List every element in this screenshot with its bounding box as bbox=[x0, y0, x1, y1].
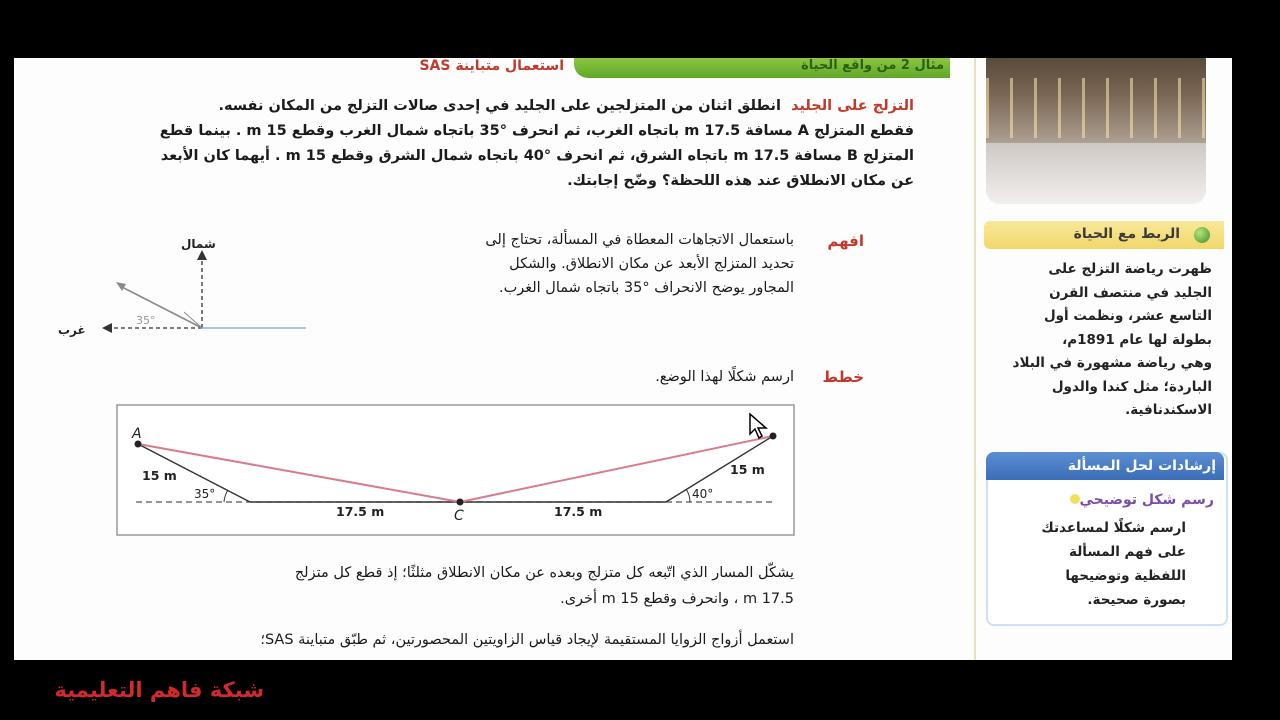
bullet-icon bbox=[1070, 494, 1080, 504]
point-c-dot bbox=[457, 499, 464, 506]
mouse-cursor bbox=[748, 412, 772, 440]
life-connection-header bbox=[984, 221, 1224, 249]
north-arrow bbox=[197, 250, 207, 260]
problem-statement bbox=[54, 94, 914, 194]
tips-subheading bbox=[1004, 492, 1214, 508]
west-arrow bbox=[102, 323, 112, 333]
point-a-label: A bbox=[132, 426, 142, 442]
solve-text bbox=[114, 560, 794, 612]
tips-header bbox=[986, 452, 1224, 480]
left-base-label: 17.5 m bbox=[336, 504, 385, 519]
life-line: وهي رياضة مشهورة في البلاد bbox=[1012, 355, 1212, 371]
understand-label: افهم bbox=[827, 232, 864, 250]
tips-sub-text: رسم شكل توضيحي bbox=[1079, 492, 1214, 508]
lesson-title: استعمال متباينة SAS bbox=[419, 58, 564, 74]
plan-text: ارسم شكلًا لهذا الوضع. bbox=[655, 369, 794, 385]
globe-icon bbox=[1194, 227, 1210, 243]
tips-line: ارسم شكلًا لمساعدتك bbox=[1041, 520, 1186, 536]
tips-line: بصورة صحيحة. bbox=[1087, 592, 1186, 608]
understand-line-3: المجاور يوضح الانحراف °35 باتجاه شمال الغرب. bbox=[499, 280, 794, 296]
left-angle-label: 35° bbox=[194, 487, 216, 501]
compass-angle-label: 35° bbox=[136, 314, 156, 327]
rink-lights bbox=[986, 78, 1206, 138]
understand-line-2: تحديد المتزلج الأبعد عن مكان الانطلاق. والشكل bbox=[509, 256, 794, 272]
problem-tag: التزلج على الجليد bbox=[791, 98, 914, 114]
plan-label: خطط bbox=[822, 368, 864, 386]
compass-figure bbox=[54, 234, 314, 344]
right-leg-label: 15 m bbox=[730, 462, 765, 477]
tips-text bbox=[1004, 516, 1186, 612]
heading-arrow bbox=[116, 282, 126, 291]
problem-line-4: عن مكان الانطلاق عند هذه اللحظة؟ وضّح إجابتك. bbox=[567, 173, 914, 189]
solve-line-3: استعمل أزواج الزوايا المستقيمة لإيجاد قياس الزاويتين المحصورتين، ثم طبّق متباينة SAS؛ bbox=[260, 632, 794, 648]
life-line: بطولة لها عام 1891م، bbox=[1062, 331, 1212, 348]
west-label: غرب bbox=[58, 323, 86, 337]
tips-line: اللفظية وتوضيحها bbox=[1065, 568, 1186, 584]
right-angle-label: 40° bbox=[692, 487, 714, 501]
life-line: الاسكندنافية. bbox=[1125, 402, 1212, 418]
sidebar-divider bbox=[974, 58, 976, 660]
life-line: الباردة؛ مثل كندا والدول bbox=[1051, 378, 1212, 395]
example-label: مثال 2 من واقع الحياة bbox=[801, 58, 944, 73]
solve-line-1: يشكّل المسار الذي اتّبعه كل متزلج وبعده عن مكان الانطلاق مثلثًا؛ إذ قطع كل متزلج bbox=[294, 565, 794, 581]
ice-rink-photo bbox=[986, 58, 1206, 204]
life-line: الجليد في منتصف القرن bbox=[1049, 284, 1212, 301]
rink-surface bbox=[986, 143, 1206, 204]
right-base-label: 17.5 m bbox=[554, 504, 603, 519]
solve-line-2: 17.5 m ، وانحرف وقطع 15 m أخرى. bbox=[560, 591, 794, 607]
left-leg-label: 15 m bbox=[142, 468, 177, 483]
problem-line-1: انطلق اثنان من المتزلجين على الجليد في إحدى صالات التزلج من المكان نفسه. bbox=[218, 98, 781, 114]
textbook-page bbox=[14, 58, 1232, 660]
tips-heading: إرشادات لحل المسألة bbox=[1067, 458, 1216, 474]
problem-line-3: المتزلج B مسافة 17.5 m باتجاه الشرق، ثم انحرف °40 باتجاه شمال الشرق وقطع 15 m . أيهما كان الأبعد bbox=[160, 148, 914, 164]
point-c-label: C bbox=[454, 508, 464, 524]
problem-line-2: فقطع المتزلج A مسافة 17.5 m باتجاه الغرب، ثم انحرف °35 باتجاه شمال الغرب وقطع 15 m . بينما قطع bbox=[159, 123, 914, 139]
life-line: التاسع عشر، ونظمت أول bbox=[1043, 308, 1212, 324]
heading-line bbox=[120, 286, 202, 328]
skaters-diagram bbox=[116, 404, 796, 538]
north-label: شمال bbox=[181, 237, 216, 251]
channel-watermark: شبكة فاهم التعليمية bbox=[54, 678, 264, 702]
life-line: ظهرت رياضة التزلج على bbox=[1048, 261, 1212, 277]
life-text bbox=[984, 258, 1212, 423]
understand-line-1: باستعمال الاتجاهات المعطاة في المسألة، تحتاج إلى bbox=[485, 232, 794, 248]
life-heading: الربط مع الحياة bbox=[1073, 226, 1180, 242]
tips-line: على فهم المسألة bbox=[1069, 544, 1186, 560]
understand-text bbox=[374, 228, 794, 300]
